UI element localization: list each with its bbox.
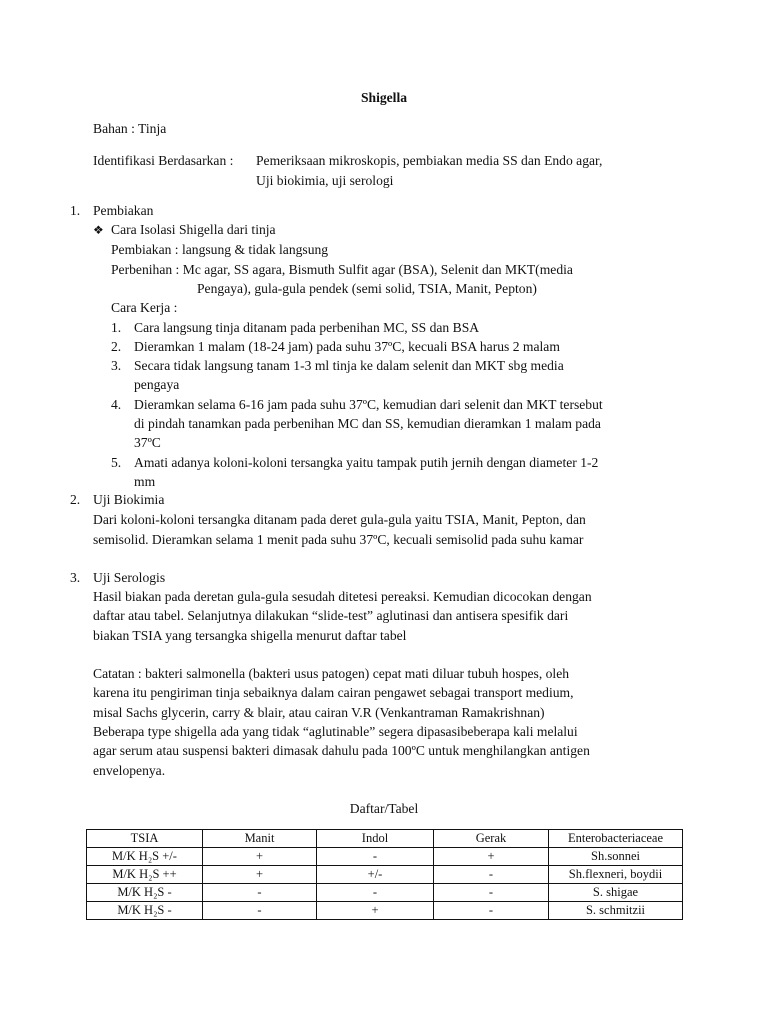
section-3-line-3: biakan TSIA yang tersangka shigella menurut daftar tabel (93, 628, 407, 643)
identifikasi-line-2: Uji biokimia, uji serologi (256, 173, 394, 188)
step-number: 3. (111, 358, 122, 373)
step-4-line-1: Dieramkan selama 6-16 jam pada suhu 37ºC, kemudian dari selenit dan MKT tersebut (134, 397, 603, 412)
step-number: 4. (111, 397, 122, 412)
table-cell: M/K H₂S +/- (87, 848, 203, 866)
identifikasi-label: Identifikasi Berdasarkan : (93, 153, 234, 168)
table-cell: + (317, 902, 434, 920)
table-cell: +/- (317, 866, 434, 884)
table-cell: M/K H₂S - (87, 884, 203, 902)
document-title: Shigella (360, 90, 408, 105)
bahan-line: Bahan : Tinja (93, 121, 167, 136)
section-3-line-2: daftar atau tabel. Selanjutnya dilakukan “slide-test” aglutinasi dan antisera spesifik dari (93, 608, 569, 623)
column-header: Indol (317, 830, 434, 848)
pembiakan-line: Pembiakan : langsung & tidak langsung (111, 242, 329, 257)
table-cell: - (434, 902, 549, 920)
step-number: 2. (111, 339, 122, 354)
bullet-text: Cara Isolasi Shigella dari tinja (111, 222, 276, 237)
table-cell: - (434, 866, 549, 884)
table-cell: + (203, 866, 317, 884)
section-3-line-1: Hasil biakan pada deretan gula-gula sesudah ditetesi pereaksi. Kemudian dicocokan dengan (93, 589, 592, 604)
step-2-line-1: Dieramkan 1 malam (18-24 jam) pada suhu 37ºC, kecuali BSA harus 2 malam (134, 339, 560, 354)
table-cell: M/K H₂S ++ (87, 866, 203, 884)
table-cell: - (434, 884, 549, 902)
column-header: Enterobacteriaceae (549, 830, 683, 848)
table-cell: S. schmitzii (549, 902, 683, 920)
cara-kerja-label: Cara Kerja : (111, 300, 178, 315)
table-row (87, 902, 683, 920)
section-2-heading: Uji Biokimia (93, 492, 165, 507)
table-cell: M/K H₂S - (87, 902, 203, 920)
table-cell: S. shigae (549, 884, 683, 902)
section-2-line-1: Dari koloni-koloni tersangka ditanam pada deret gula-gula yaitu TSIA, Manit, Pepton, dan (93, 512, 586, 527)
step-4-line-3: 37ºC (134, 435, 161, 450)
table-row (87, 884, 683, 902)
section-1-number: 1. (70, 203, 81, 218)
table-cell: - (317, 884, 434, 902)
daftar-table (86, 829, 683, 920)
catatan-line-4: Beberapa type shigella ada yang tidak “aglutinable” segera dipasasibeberapa kali melalui (93, 724, 578, 739)
step-5-line-2: mm (134, 474, 156, 489)
catatan-line-6: envelopenya. (93, 763, 166, 778)
table-row (87, 848, 683, 866)
table-cell: - (203, 902, 317, 920)
table-cell: Sh.sonnei (549, 848, 683, 866)
table-cell: + (434, 848, 549, 866)
table-caption: Daftar/Tabel (349, 801, 419, 816)
step-3-line-1: Secara tidak langsung tanam 1-3 ml tinja ke dalam selenit dan MKT sbg media (134, 358, 564, 373)
column-header: Manit (203, 830, 317, 848)
step-3-line-2: pengaya (134, 377, 180, 392)
table-header-row (87, 830, 683, 848)
identifikasi-line-1: Pemeriksaan mikroskopis, pembiakan media SS dan Endo agar, (256, 153, 603, 168)
column-header: TSIA (87, 830, 203, 848)
perbenihan-line-1: Perbenihan : Mc agar, SS agara, Bismuth Sulfit agar (BSA), Selenit dan MKT(media (111, 262, 573, 277)
section-3-heading: Uji Serologis (93, 570, 166, 585)
catatan-line-1: Catatan : bakteri salmonella (bakteri usus patogen) cepat mati diluar tubuh hospes, oleh (93, 666, 570, 681)
step-1-line-1: Cara langsung tinja ditanam pada perbenihan MC, SS dan BSA (134, 320, 480, 335)
diamond-bullet-icon: ❖ (93, 223, 104, 237)
section-1-heading: Pembiakan (93, 203, 154, 218)
table-cell: - (203, 884, 317, 902)
table-row (87, 866, 683, 884)
catatan-line-3: misal Sachs glycerin, carry & blair, atau cairan V.R (Venkantraman Ramakrishnan) (93, 705, 545, 720)
section-3-number: 3. (70, 570, 81, 585)
table-cell: Sh.flexneri, boydii (549, 866, 683, 884)
catatan-line-5: agar serum atau suspensi bakteri dimasak dahulu pada 100ºC untuk menghilangkan antigen (93, 743, 590, 758)
column-header: Gerak (434, 830, 549, 848)
catatan-line-2: karena itu pengiriman tinja sebaiknya dalam cairan pengawet sebagai transport medium, (93, 685, 574, 700)
perbenihan-line-2: Pengaya), gula-gula pendek (semi solid, TSIA, Manit, Pepton) (197, 281, 537, 296)
step-number: 5. (111, 455, 122, 470)
section-2-number: 2. (70, 492, 81, 507)
step-number: 1. (111, 320, 122, 335)
step-5-line-1: Amati adanya koloni-koloni tersangka yaitu tampak putih jernih dengan diameter 1-2 (134, 455, 599, 470)
table-cell: - (317, 848, 434, 866)
section-2-line-2: semisolid. Dieramkan selama 1 menit pada suhu 37ºC, kecuali semisolid pada suhu kamar (93, 532, 584, 547)
table-cell: + (203, 848, 317, 866)
step-4-line-2: di pindah tanamkan pada perbenihan MC dan SS, kemudian dieramkan 1 malam pada (134, 416, 601, 431)
